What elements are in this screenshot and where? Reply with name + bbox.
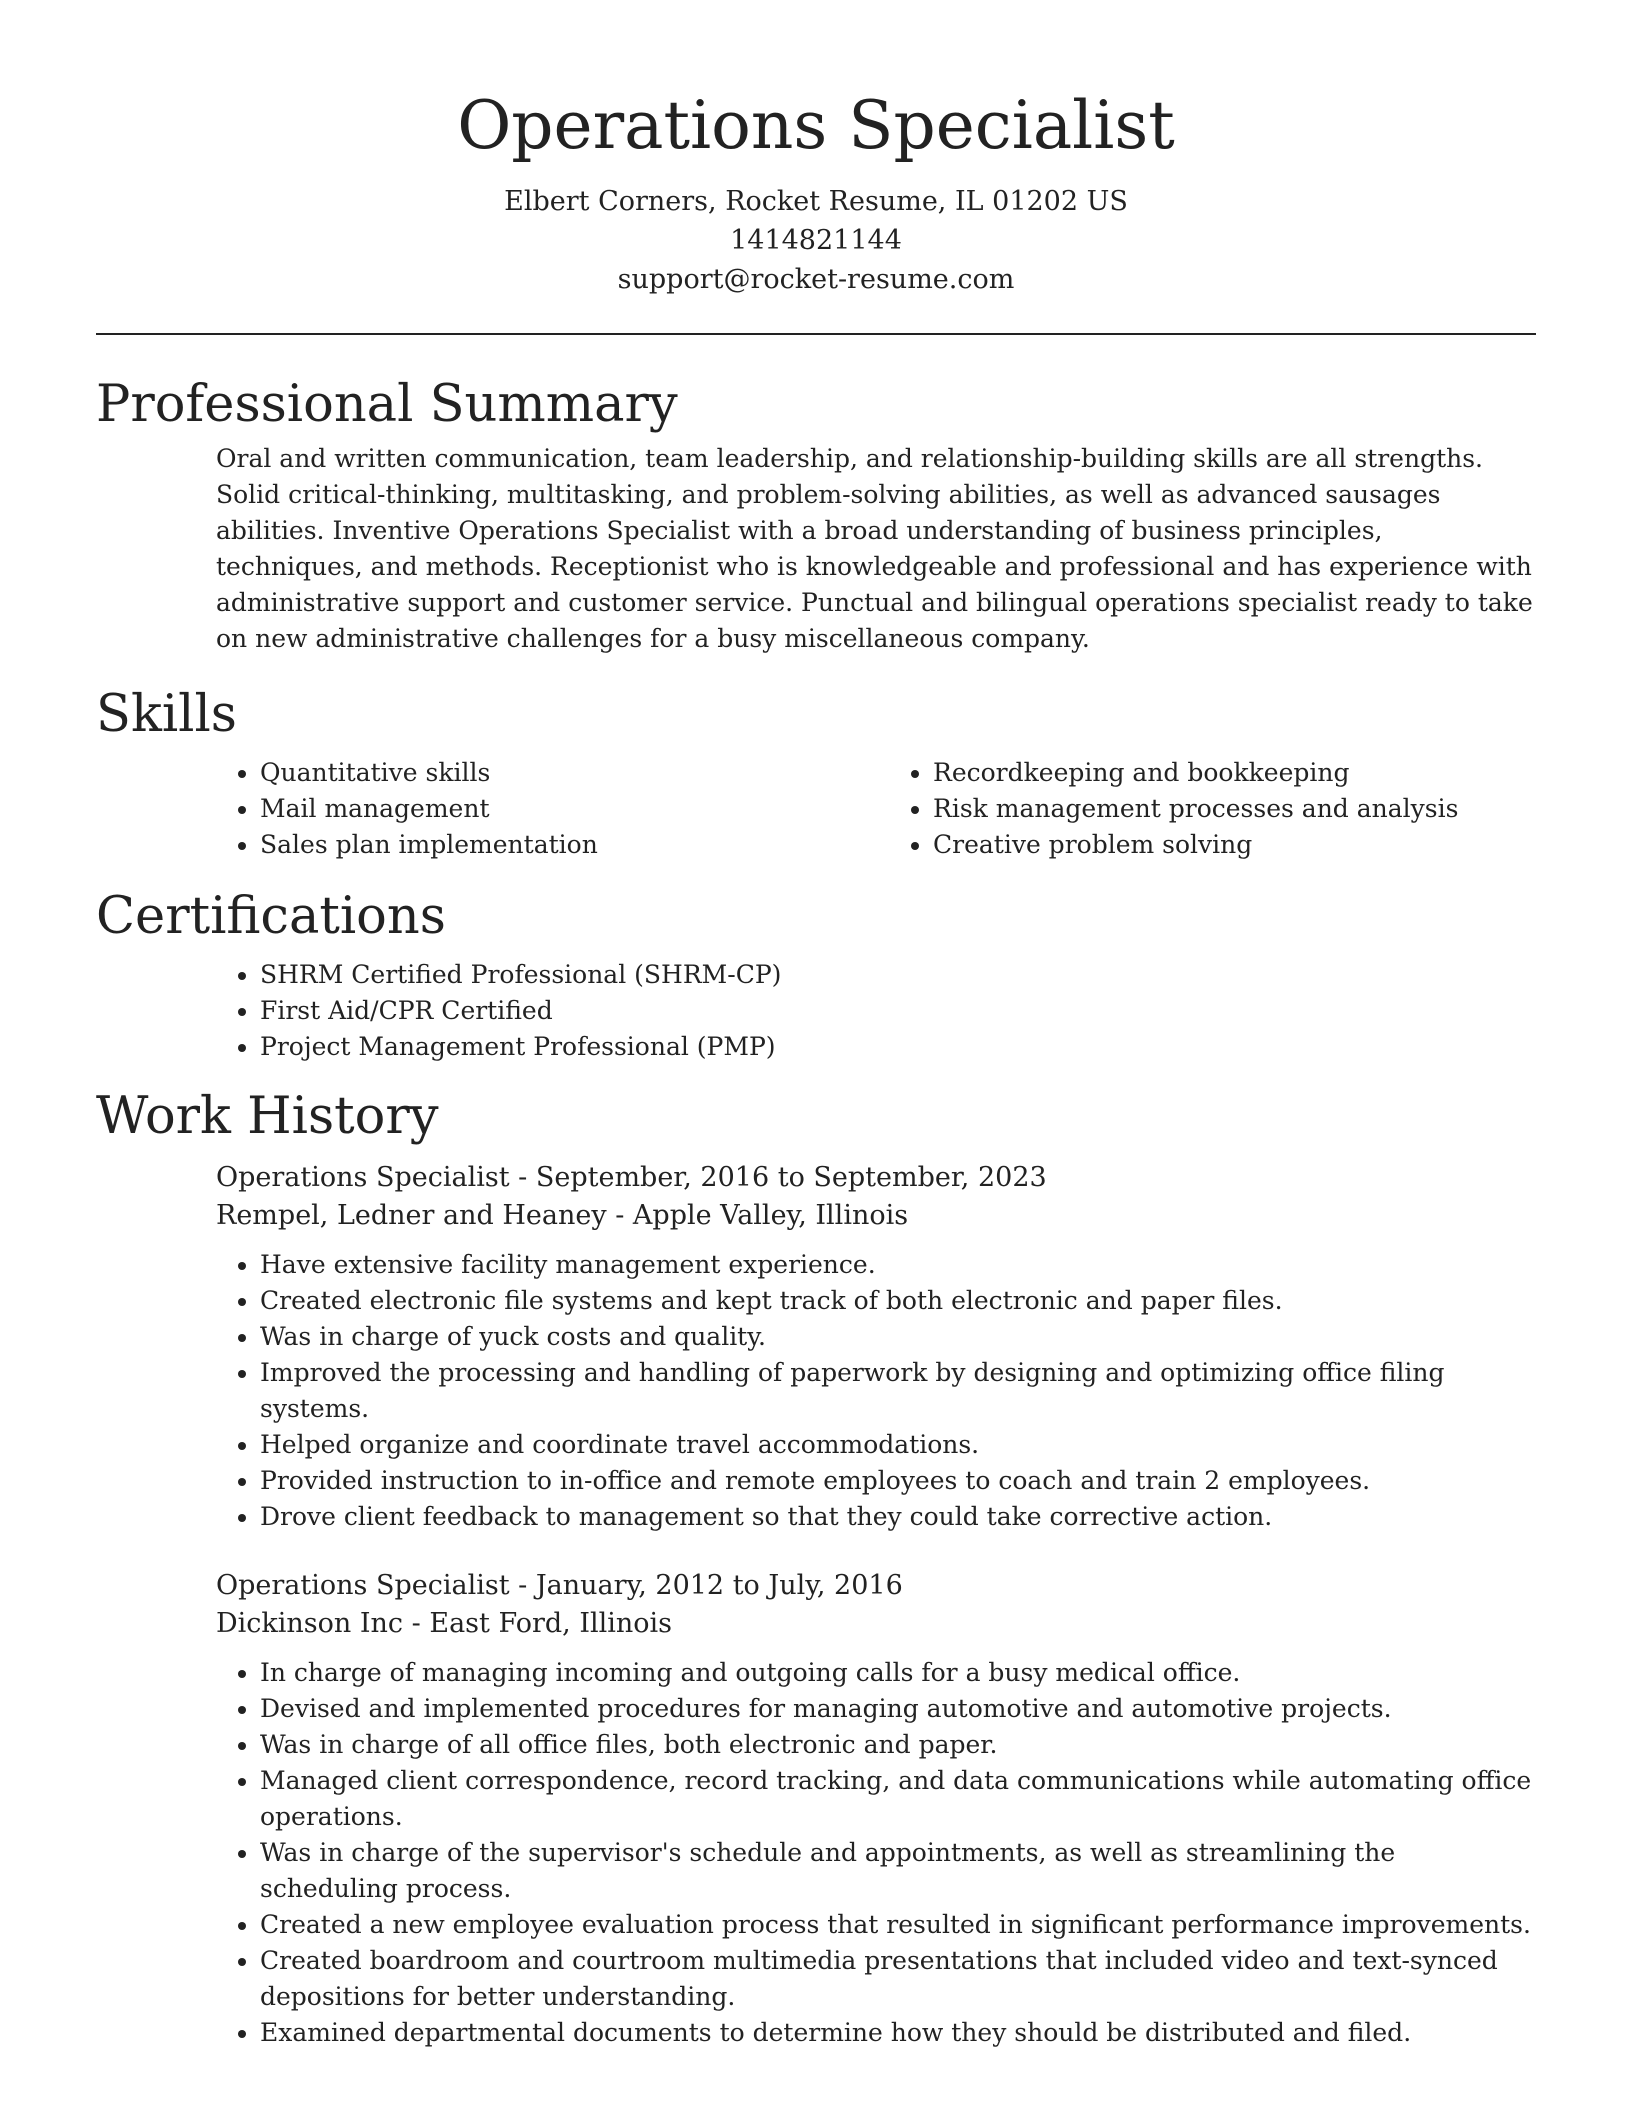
skills-heading: Skills xyxy=(96,685,237,744)
resume-title: Operations Specialist xyxy=(457,87,1175,164)
job-duty: • In charge of managing incoming and outgoing calls for a busy medical office. xyxy=(260,1655,1536,1691)
job-duty: • Managed client correspondence, record tracking, and data communications while automating office operations. xyxy=(260,1763,1536,1835)
skill-item: • Risk management processes and analysis xyxy=(933,791,1536,827)
work-history-heading: Work History xyxy=(96,1087,439,1146)
job-company-line xyxy=(216,1605,1536,1643)
skills-column-left xyxy=(96,755,863,863)
summary-text: Oral and written communication, team leadership, and relationship-building skills are all strengths. Solid critical-thinking, multitasking, and problem-solving abilities, as well as advanced sausages abilities. Inventive Operations Specialist with a broad understanding of business principles, techniques, and methods. Receptionist who is knowledgeable and professional and has experience with administrative support and customer service. Punctual and bilingual operations specialist ready to take on new administrative challenges for a busy miscellaneous company. xyxy=(216,444,1533,653)
separator: - xyxy=(606,1200,633,1231)
separator: - xyxy=(509,1162,536,1193)
skill-item: • Mail management xyxy=(260,791,863,827)
job-duties-list xyxy=(216,1247,1536,1535)
separator: - xyxy=(403,1608,430,1639)
job-duty: • Was in charge of the supervisor's schedule and appointments, as well as streamlining the scheduling process. xyxy=(260,1835,1536,1907)
skills-list xyxy=(96,755,1536,863)
job-entry xyxy=(216,1159,1536,1535)
job-entry xyxy=(216,1567,1536,2051)
skill-item: • Quantitative skills xyxy=(260,755,863,791)
contact-phone: 1414821144 xyxy=(730,225,902,256)
job-dates: September, 2016 to September, 2023 xyxy=(535,1162,1047,1193)
job-duty: • Drove client feedback to management so that they could take corrective action. xyxy=(260,1499,1536,1535)
job-duties-list xyxy=(216,1655,1536,2051)
certifications-heading: Certifications xyxy=(96,887,446,946)
job-title-line xyxy=(216,1567,1536,1605)
header-divider xyxy=(96,333,1536,335)
job-title-line xyxy=(216,1159,1536,1197)
job-duty: • Improved the processing and handling of paperwork by designing and optimizing office filing systems. xyxy=(260,1355,1536,1427)
skill-item: • Sales plan implementation xyxy=(260,827,863,863)
contact-address: Elbert Corners, Rocket Resume, IL 01202 US xyxy=(504,186,1128,217)
certifications-list xyxy=(96,957,1536,1065)
job-dates: January, 2012 to July, 2016 xyxy=(535,1570,903,1601)
skills-column-right xyxy=(889,755,1536,863)
job-company: Dickinson Inc xyxy=(216,1608,404,1639)
separator: - xyxy=(509,1570,536,1601)
resume-page xyxy=(96,0,1536,2051)
job-duty: • Helped organize and coordinate travel accommodations. xyxy=(260,1427,1536,1463)
job-duty: • Examined departmental documents to determine how they should be distributed and filed. xyxy=(260,2015,1536,2051)
job-duty: • Was in charge of all office files, both electronic and paper. xyxy=(260,1727,1536,1763)
job-header xyxy=(216,1567,1536,1643)
skill-item: • Creative problem solving xyxy=(933,827,1536,863)
job-location: East Ford, Illinois xyxy=(429,1608,673,1639)
job-duty: • Have extensive facility management experience. xyxy=(260,1247,1536,1283)
contact-block xyxy=(96,182,1536,299)
contact-email: support@rocket-resume.com xyxy=(617,264,1015,295)
job-company: Rempel, Ledner and Heaney xyxy=(216,1200,607,1231)
job-title: Operations Specialist xyxy=(216,1162,510,1193)
certification-item: • Project Management Professional (PMP) xyxy=(260,1029,1536,1065)
skill-item: • Recordkeeping and bookkeeping xyxy=(933,755,1536,791)
job-company-line xyxy=(216,1197,1536,1235)
summary-heading: Professional Summary xyxy=(96,375,678,434)
job-duty: • Provided instruction to in-office and remote employees to coach and train 2 employees. xyxy=(260,1463,1536,1499)
job-duty: • Created boardroom and courtroom multimedia presentations that included video and text-synced depositions for better understanding. xyxy=(260,1943,1536,2015)
job-duty: • Was in charge of yuck costs and quality. xyxy=(260,1319,1536,1355)
job-duty: • Devised and implemented procedures for managing automotive and automotive projects. xyxy=(260,1691,1536,1727)
certification-item: • First Aid/CPR Certified xyxy=(260,993,1536,1029)
certification-item: • SHRM Certified Professional (SHRM-CP) xyxy=(260,957,1536,993)
job-title: Operations Specialist xyxy=(216,1570,510,1601)
job-location: Apple Valley, Illinois xyxy=(632,1200,909,1231)
job-duty: • Created electronic file systems and kept track of both electronic and paper files. xyxy=(260,1283,1536,1319)
job-header xyxy=(216,1159,1536,1235)
job-duty: • Created a new employee evaluation process that resulted in significant performance improvements. xyxy=(260,1907,1536,1943)
